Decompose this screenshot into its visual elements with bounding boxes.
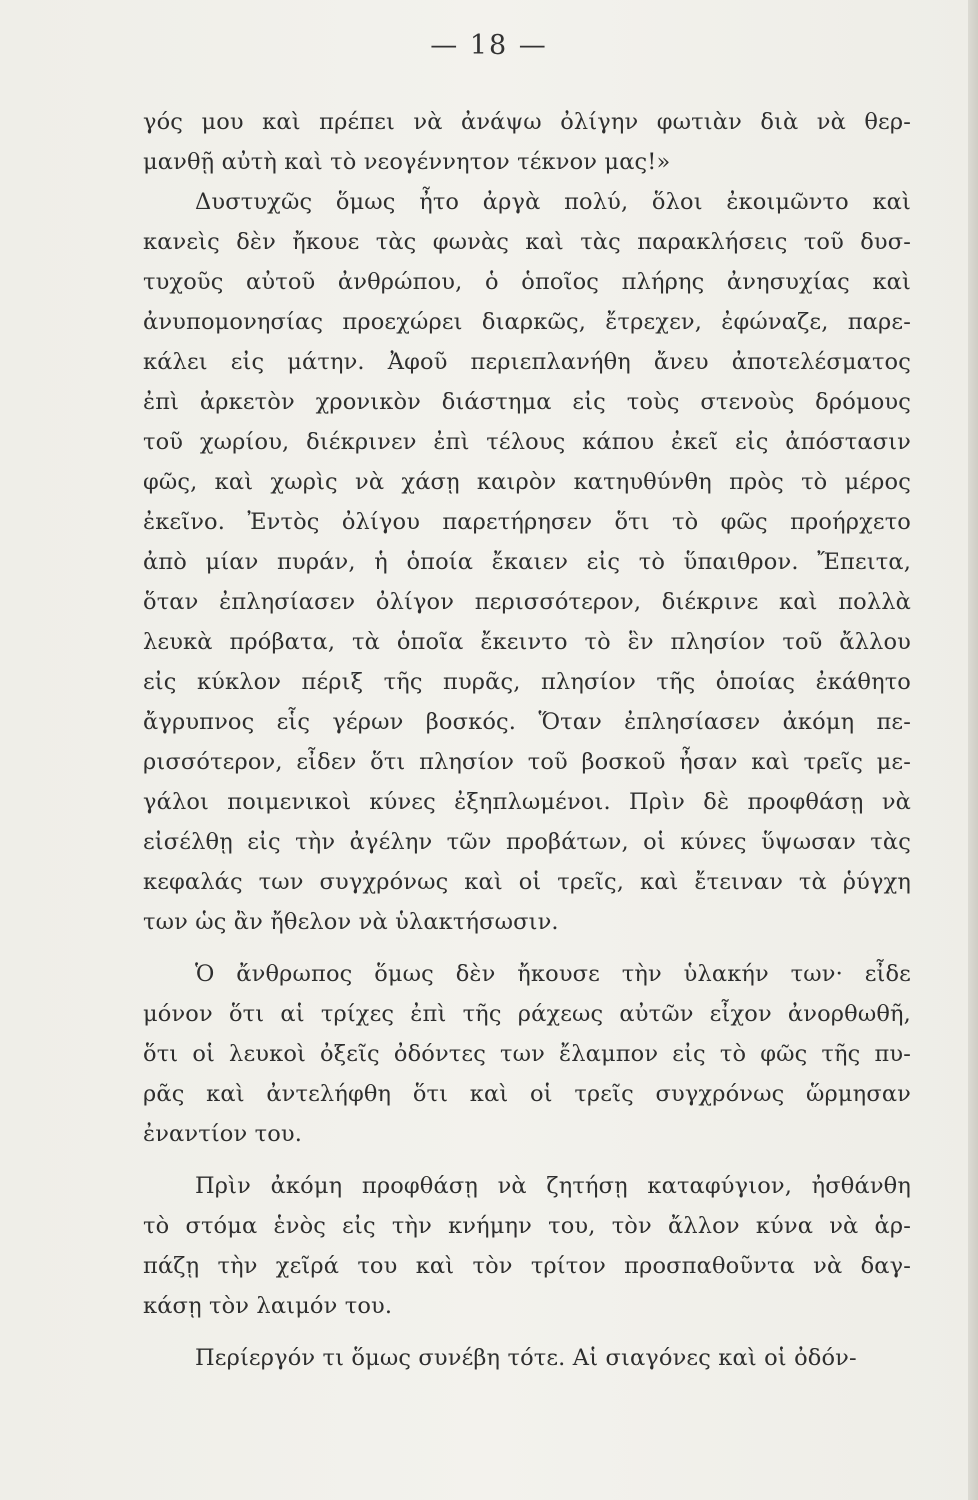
text-line: Πρὶν ἀκόμη προφθάσῃ νὰ ζητήσῃ καταφύγιον, ἠσθάνθη <box>195 1173 911 1199</box>
text-line: κανεὶς δὲν ἤκουε τὰς φωνὰς καὶ τὰς παρακλήσεις τοῦ δυσ- <box>143 229 911 255</box>
text-line: ἀπὸ μίαν πυράν, ἡ ὁποία ἔκαιεν εἰς τὸ ὕπαιθρον. Ἔπειτα, <box>143 549 911 575</box>
text-line: κάλει εἰς μάτην. Ἀφοῦ περιεπλανήθη ἄνευ ἀποτελέσματος <box>143 349 911 375</box>
text-line: ἀνυπομονησίας προεχώρει διαρκῶς, ἔτρεχεν, ἐφώναζε, παρε- <box>143 309 911 335</box>
text-line: κάσῃ τὸν λαιμόν του. <box>143 1293 393 1319</box>
text-line: ἐπὶ ἀρκετὸν χρονικὸν διάστημα εἰς τοὺς στενοὺς δρόμους <box>143 389 911 415</box>
paragraph-gap <box>143 1154 911 1166</box>
text-line: πάζῃ τὴν χεῖρά του καὶ τὸν τρίτον προσπαθοῦντα νὰ δαγ- <box>143 1253 911 1279</box>
text-line: Περίεργόν τι ὅμως συνέβη τότε. Αἱ σιαγόνες καὶ οἱ ὀδόν- <box>195 1345 857 1371</box>
text-line: Ὁ ἄνθρωπος ὅμως δὲν ἤκουσε τὴν ὑλακήν των· εἶδε <box>195 961 911 987</box>
text-line: τυχοῦς αὐτοῦ ἀνθρώπου, ὁ ὁποῖος πλήρης ἀνησυχίας καὶ <box>143 269 911 295</box>
paragraph <box>143 954 911 1154</box>
text-line: των ὡς ἂν ἤθελον νὰ ὑλακτήσωσιν. <box>143 909 559 935</box>
text-line: μόνον ὅτι αἱ τρίχες ἐπὶ τῆς ράχεως αὐτῶν εἶχον ἀνορθωθῆ, <box>143 1001 911 1027</box>
text-line: εἰσέλθῃ εἰς τὴν ἀγέλην τῶν προβάτων, οἱ κύνες ὕψωσαν τὰς <box>143 829 911 855</box>
paragraph-gap <box>143 1326 911 1338</box>
text-line: μανθῇ αὐτὴ καὶ τὸ νεογέννητον τέκνον μας!» <box>143 149 671 175</box>
text-line: ἐναντίον του. <box>143 1121 303 1147</box>
text-line: γός μου καὶ πρέπει νὰ ἀνάψω ὀλίγην φωτιὰν διὰ νὰ θερ- <box>143 109 911 135</box>
text-line: κεφαλάς των συγχρόνως καὶ οἱ τρεῖς, καὶ ἔτειναν τὰ ῥύγχη <box>143 869 911 895</box>
paragraph <box>143 1338 911 1378</box>
text-line: ρᾶς καὶ ἀντελήφθη ὅτι καὶ οἱ τρεῖς συγχρόνως ὥρμησαν <box>143 1081 911 1107</box>
text-line: ἐκεῖνο. Ἐντὸς ὀλίγου παρετήρησεν ὅτι τὸ φῶς προήρχετο <box>143 509 911 535</box>
text-line: ὅταν ἐπλησίασεν ὀλίγον περισσότερον, διέκρινε καὶ πολλὰ <box>143 589 911 615</box>
text-line: ὅτι οἱ λευκοὶ ὀξεῖς ὀδόντες των ἔλαμπον εἰς τὸ φῶς τῆς πυ- <box>143 1041 911 1067</box>
text-line: τὸ στόμα ἑνὸς εἰς τὴν κνήμην του, τὸν ἄλλον κύνα νὰ ἁρ- <box>143 1213 911 1239</box>
paragraph <box>143 1166 911 1326</box>
page-number: — 18 — <box>430 30 548 61</box>
text-line: λευκὰ πρόβατα, τὰ ὁποῖα ἔκειντο τὸ ἓν πλησίον τοῦ ἄλλου <box>143 629 911 655</box>
text-line: ἄγρυπνος εἷς γέρων βοσκός. Ὅταν ἐπλησίασεν ἀκόμη πε- <box>143 709 911 735</box>
paragraph <box>143 102 911 182</box>
text-line: Δυστυχῶς ὅμως ἦτο ἀργὰ πολύ, ὅλοι ἐκοιμῶντο καὶ <box>195 189 911 215</box>
text-line: εἰς κύκλον πέριξ τῆς πυρᾶς, πλησίον τῆς ὁποίας ἐκάθητο <box>143 669 911 695</box>
text-line: φῶς, καὶ χωρὶς νὰ χάσῃ καιρὸν κατηυθύνθη πρὸς τὸ μέρος <box>143 469 911 495</box>
text-line: ρισσότερον, εἶδεν ὅτι πλησίον τοῦ βοσκοῦ ἦσαν καὶ τρεῖς με- <box>143 749 911 775</box>
paragraph-gap <box>143 942 911 954</box>
text-line: τοῦ χωρίου, διέκρινεν ἐπὶ τέλους κάπου ἐκεῖ εἰς ἀπόστασιν <box>143 429 911 455</box>
body-text <box>143 102 911 1378</box>
paragraph <box>143 182 911 942</box>
text-line: γάλοι ποιμενικοὶ κύνες ἐξηπλωμένοι. Πρὶν δὲ προφθάσῃ νὰ <box>143 789 911 815</box>
page-edge-shadow <box>968 0 978 1500</box>
